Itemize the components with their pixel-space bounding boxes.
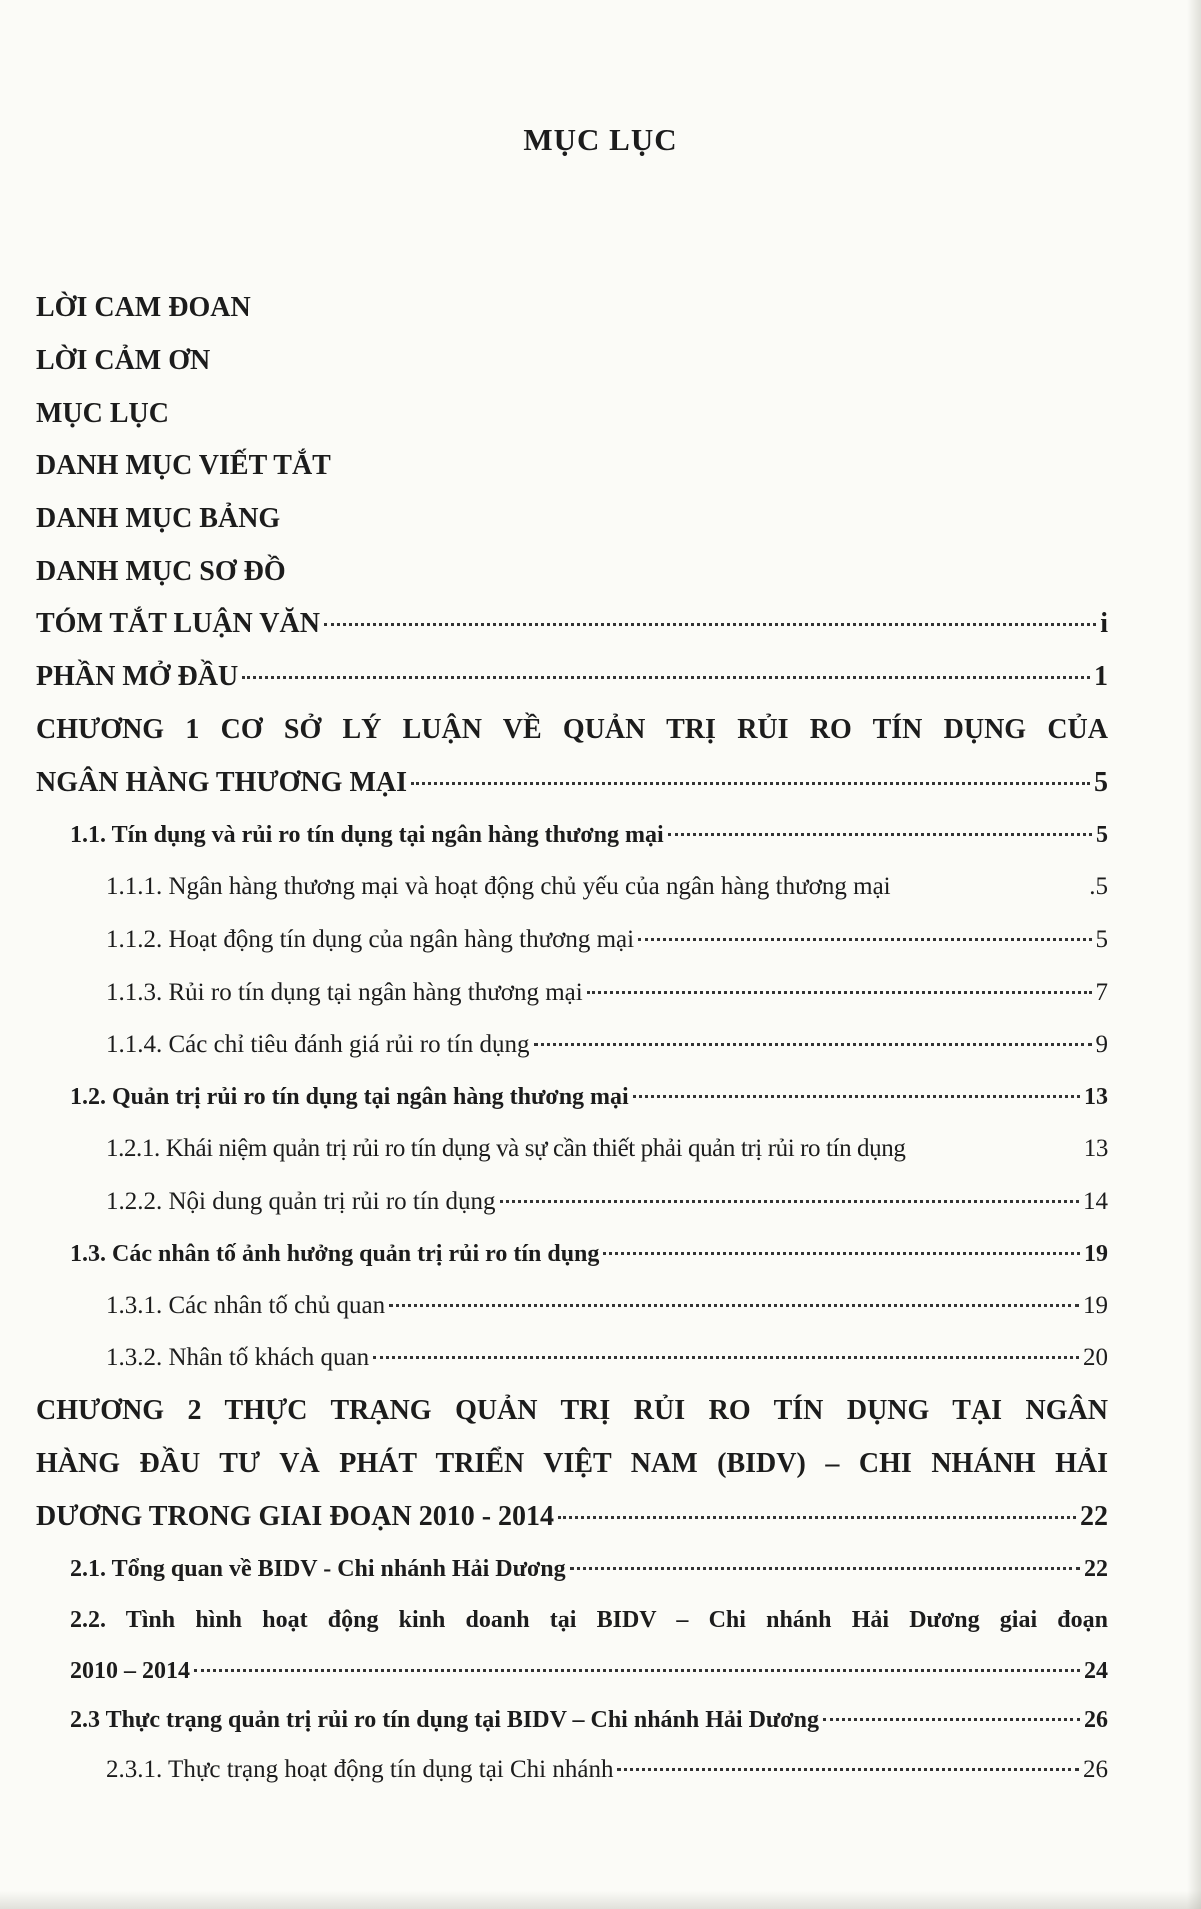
toc-entry-text: LỜI CAM ĐOAN bbox=[36, 292, 251, 323]
toc-subsection-entry bbox=[106, 920, 1108, 960]
toc-entry-text: MỤC LỤC bbox=[36, 398, 169, 429]
toc-page-number: .5 bbox=[1089, 873, 1108, 900]
toc-page-number: 22 bbox=[1080, 1501, 1108, 1532]
toc-section-entry bbox=[70, 1077, 1108, 1117]
toc-page-number: 22 bbox=[1084, 1556, 1108, 1582]
toc-entry-text: 2.1. Tổng quan về BIDV - Chi nhánh Hải Dương bbox=[70, 1556, 566, 1582]
toc-entry-text: 1.1.3. Rủi ro tín dụng tại ngân hàng thương mại bbox=[106, 979, 583, 1006]
toc-page-number: 26 bbox=[1084, 1707, 1108, 1733]
toc-entry-text: 2.3.1. Thực trạng hoạt động tín dụng tại Chi nhánh bbox=[106, 1756, 614, 1783]
toc-entry-text: NGÂN HÀNG THƯƠNG MẠI bbox=[36, 767, 407, 798]
toc-subsection-entry bbox=[106, 1129, 1108, 1169]
toc-page-number: 5 bbox=[1096, 822, 1108, 848]
toc-section-entry bbox=[70, 815, 1108, 855]
dot-leader bbox=[242, 676, 1090, 679]
toc-subsection-entry bbox=[106, 973, 1108, 1013]
dot-leader bbox=[411, 782, 1090, 785]
dot-leader bbox=[324, 623, 1096, 626]
dot-leader bbox=[500, 1200, 1079, 1203]
dot-leader bbox=[194, 1669, 1080, 1672]
toc-entry-text: DƯƠNG TRONG GIAI ĐOẠN 2010 - 2014 bbox=[36, 1501, 555, 1532]
toc-page-number: 24 bbox=[1084, 1658, 1108, 1684]
toc-entry-text: 1.1.2. Hoạt động tín dụng của ngân hàng thương mại bbox=[106, 926, 635, 953]
page-edge-shadow bbox=[1187, 0, 1201, 1909]
toc-page-number: 5 bbox=[1095, 926, 1108, 953]
toc-page-number: 20 bbox=[1083, 1344, 1108, 1371]
dot-leader bbox=[389, 1304, 1079, 1307]
toc-chapter-heading: CHƯƠNG 2 THỰC TRẠNG QUẢN TRỊ RỦI RO TÍN DỤNG TẠI NGÂN bbox=[36, 1395, 1108, 1426]
toc-page-number: 13 bbox=[1084, 1084, 1108, 1110]
toc-entry-text: 1.1.1. Ngân hàng thương mại và hoạt động chủ yếu của ngân hàng thương mại bbox=[106, 873, 891, 900]
toc-entry bbox=[36, 763, 1108, 803]
toc-entry-text: 1.2.1. Khái niệm quản trị rủi ro tín dụng và sự cần thiết phải quản trị rủi ro tín dụng bbox=[106, 1135, 906, 1162]
dot-leader bbox=[570, 1567, 1080, 1570]
toc-entry-text: 1.1.4. Các chỉ tiêu đánh giá rủi ro tín dụng bbox=[106, 1031, 530, 1058]
toc-entry-text: DANH MỤC VIẾT TẮT bbox=[36, 450, 331, 481]
toc-section-entry bbox=[70, 1549, 1108, 1589]
toc-entry bbox=[36, 604, 1108, 644]
toc-page-number: 5 bbox=[1094, 767, 1108, 798]
toc-page-number: 19 bbox=[1084, 1241, 1108, 1267]
toc-entry bbox=[36, 657, 1108, 697]
page-title: MỤC LỤC bbox=[523, 122, 678, 157]
dot-leader bbox=[558, 1516, 1076, 1519]
toc-page-number: 1 bbox=[1094, 661, 1108, 692]
dot-leader bbox=[534, 1043, 1092, 1046]
toc-entry-text: DANH MỤC SƠ ĐỒ bbox=[36, 556, 286, 587]
toc-front-item bbox=[36, 288, 1108, 328]
toc-entry-text: 1.3.1. Các nhân tố chủ quan bbox=[106, 1292, 386, 1319]
toc-front-item bbox=[36, 552, 1108, 592]
toc-entry-text: 1.2.2. Nội dung quản trị rủi ro tín dụng bbox=[106, 1188, 496, 1215]
toc-chapter-heading: HÀNG ĐẦU TƯ VÀ PHÁT TRIỂN VIỆT NAM (BIDV) – CHI NHÁNH HẢI bbox=[36, 1448, 1108, 1479]
toc-page-number: 13 bbox=[1083, 1135, 1108, 1162]
toc-front-item bbox=[36, 499, 1108, 539]
toc-front-item bbox=[36, 341, 1108, 381]
dot-leader bbox=[668, 833, 1092, 836]
dot-leader bbox=[638, 938, 1091, 941]
dot-leader bbox=[823, 1718, 1080, 1721]
dot-leader bbox=[617, 1768, 1079, 1771]
toc-subsection-entry bbox=[106, 1338, 1108, 1378]
toc-entry-text: 2010 – 2014 bbox=[70, 1658, 190, 1684]
toc-page-number: 9 bbox=[1095, 1031, 1108, 1058]
toc-subsection-entry bbox=[106, 1286, 1108, 1326]
toc-entry bbox=[36, 1497, 1108, 1537]
toc-subsection-entry bbox=[106, 867, 1108, 907]
toc-entry-text: 1.2. Quản trị rủi ro tín dụng tại ngân hàng thương mại bbox=[70, 1084, 629, 1110]
dot-leader bbox=[587, 991, 1092, 994]
toc-entry-text: PHẦN MỞ ĐẦU bbox=[36, 661, 239, 692]
toc-subsection-entry bbox=[106, 1182, 1108, 1222]
dot-leader bbox=[633, 1095, 1080, 1098]
toc-chapter-heading: CHƯƠNG 1 CƠ SỞ LÝ LUẬN VỀ QUẢN TRỊ RỦI RO TÍN DỤNG CỦA bbox=[36, 714, 1108, 745]
toc-section-entry bbox=[70, 1651, 1108, 1691]
toc-entry-text: DANH MỤC BẢNG bbox=[36, 503, 281, 534]
toc-entry-text: 1.3.2. Nhân tố khách quan bbox=[106, 1344, 370, 1371]
toc-section-heading: 2.2. Tình hình hoạt động kinh doanh tại BIDV – Chi nhánh Hải Dương giai đoạn bbox=[70, 1607, 1108, 1633]
toc-subsection-entry bbox=[106, 1025, 1108, 1065]
dot-leader bbox=[373, 1356, 1079, 1359]
toc-entry-text: 1.1. Tín dụng và rủi ro tín dụng tại ngân hàng thương mại bbox=[70, 822, 664, 848]
toc-page-number: 7 bbox=[1095, 979, 1108, 1006]
toc-entry-text: TÓM TẮT LUẬN VĂN bbox=[36, 608, 320, 639]
toc-section-entry bbox=[70, 1234, 1108, 1274]
toc-front-item bbox=[36, 394, 1108, 434]
toc-entry-text: LỜI CẢM ƠN bbox=[36, 345, 211, 376]
toc-entry-text: 1.3. Các nhân tố ảnh hưởng quản trị rủi ro tín dụng bbox=[70, 1241, 600, 1267]
toc-subsection-entry bbox=[106, 1750, 1108, 1790]
toc-page-number: 19 bbox=[1083, 1292, 1108, 1319]
toc-page-number: 14 bbox=[1083, 1188, 1108, 1215]
toc-page-number: 26 bbox=[1083, 1756, 1108, 1783]
toc-section-entry bbox=[70, 1700, 1108, 1740]
toc-entry-text: 2.3 Thực trạng quản trị rủi ro tín dụng tại BIDV – Chi nhánh Hải Dương bbox=[70, 1707, 819, 1733]
toc-front-item bbox=[36, 446, 1108, 486]
toc-page-number: i bbox=[1100, 608, 1108, 639]
dot-leader bbox=[603, 1252, 1080, 1255]
page-bottom-shadow bbox=[0, 1891, 1201, 1909]
